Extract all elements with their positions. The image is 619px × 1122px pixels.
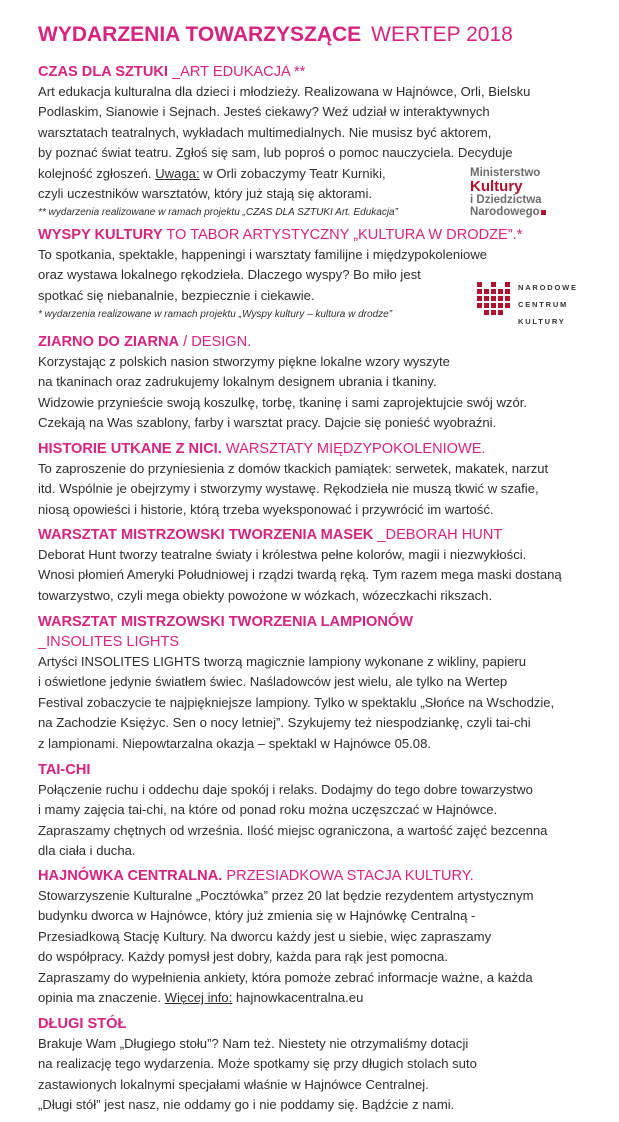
- section-title: [38, 525, 613, 545]
- section-title-bold: CZAS DLA SZTUKI: [38, 64, 173, 80]
- logo-text: Kultury: [470, 178, 523, 195]
- section-title-light: / DESIGN.: [179, 334, 252, 350]
- logo-text: Narodowego: [470, 206, 540, 218]
- section-footnote: ** wydarzenia realizowane w ramach projektu „CZAS DLA SZTUKI Art. Edukacja”: [38, 207, 398, 219]
- logo-text: KULTURY: [518, 317, 566, 326]
- section-title-bold: ZIARNO DO ZIARNA: [38, 334, 180, 350]
- section-hajnowka-centralna: [38, 866, 613, 1008]
- section-title: [38, 1014, 613, 1034]
- section-title-bold: HISTORIE UTKANE Z NICI.: [38, 441, 222, 457]
- section-title: [38, 866, 613, 886]
- section-title-light: WARSZTATY MIĘDZYPOKOLENIOWE.: [221, 441, 486, 457]
- section-historie-utkane: [38, 439, 613, 520]
- logo-text: CENTRUM: [518, 300, 569, 309]
- page-title: [38, 22, 513, 48]
- section-title-light: PRZESIADKOWA STACJA KULTURY.: [222, 868, 474, 884]
- section-warsztat-masek: [38, 525, 613, 606]
- section-body: Artyści INSOLITES LIGHTS tworzą magicznie lampiony wykonane z wikliny, papieru i oświetlone jedynie światłem świec. Naśladowców jest wielu, ale tylko na Wertep Festival zobaczycie te najpiękniejsze lampiony. Tylko w spektaklu „Słońce na Wschodzie, na Zachodzie Księżyc. Sen o nocy letniej”. Szykujemy też niespodziankę, czyli tai-chi z lampionami. Niepowtarzalna okazja – spektakl w Hajnówce 05.08.: [38, 654, 555, 751]
- section-body: To spotkania, spektakle, happeningi i warsztaty familijne i międzypokoleniowe oraz wystawa lokalnego rękodzieła. Dlaczego wyspy? Bo miło jest spotkać się niebanalnie, bezpiecznie i ciekawie.: [38, 247, 488, 303]
- section-title: [38, 62, 613, 82]
- section-title-bold: WARSZTAT MISTRZOWSKI TWORZENIA LAMPIONÓW: [38, 614, 414, 630]
- section-dlugi-stol: [38, 1014, 613, 1116]
- page-title-light: WERTEP 2018: [371, 23, 513, 46]
- logo-dot-icon: [541, 210, 546, 215]
- ministerstwo-kultury-logo: [470, 167, 590, 218]
- section-title-light: _INSOLITES LIGHTS: [38, 634, 180, 650]
- section-tai-chi: [38, 760, 613, 862]
- section-body: [38, 886, 613, 1008]
- more-info-label: Więcej info:: [164, 990, 233, 1006]
- section-title-bold: WYSPY KULTURY: [38, 227, 163, 243]
- section-footnote: * wydarzenia realizowane w ramach projektu „Wyspy kultury – kultura w drodze”: [38, 309, 393, 321]
- section-title: [38, 332, 613, 352]
- logo-text: Ministerstwo: [470, 167, 541, 179]
- website-link[interactable]: hajnowkacentralna.eu: [232, 990, 364, 1006]
- section-title-light: TO TABOR ARTYSTYCZNY „KULTURA W DRODZE”.*: [162, 227, 523, 243]
- section-title-light: _ART EDUKACJA **: [172, 64, 306, 80]
- section-title-bold: DŁUGI STÓŁ: [38, 1016, 127, 1032]
- nck-crown-icon: [474, 279, 514, 319]
- section-title-bold: HAJNÓWKA CENTRALNA.: [38, 868, 223, 884]
- page-title-bold: WYDARZENIA TOWARZYSZĄCE: [38, 23, 362, 46]
- section-subtitle: [38, 632, 613, 652]
- uwaga-label: Uwaga:: [155, 165, 200, 181]
- narodowe-centrum-kultury-logo: [474, 279, 594, 327]
- nck-logo-text: [518, 279, 578, 330]
- logo-text: i Dziedzictwa: [470, 194, 542, 206]
- section-ziarno-do-ziarna: [38, 332, 613, 434]
- section-title-bold: TAI-CHI: [38, 762, 91, 778]
- section-body-text: Stowarzyszenie Kulturalne „Pocztówka” przez 20 lat będzie rezydentem artystycznym budynku dworca w Hajnówce, który już zmienia się w Hajnówkę Centralną - Przesiadkową Stację Kultury. Na dworcu każdy jest u siebie, więc zapraszamy do współpracy. Każdy pomysł jest dobry, każda para rąk jest pomocna. Zapraszamy do wypełnienia ankiety, która pomoże zebrać informacje ważne, a każda opinia ma znaczenie.: [38, 888, 534, 1006]
- logo-text: NARODOWE: [518, 283, 578, 292]
- section-body: Korzystając z polskich nasion stworzymy piękne lokalne wzory wyszyte na tkaninach oraz zadrukujemy lokalnym designem ubrania i tkaniny. Widzowie przyniеście swoją koszulkę, torbę, tkaninę i sami zaprojektujcie swój wzór. Czekają na Was szablony, farby i warsztat pracy. Dajcie się ponieść wyobraźni.: [38, 354, 528, 431]
- section-title-bold: WARSZTAT MISTRZOWSKI TWORZENIA MASEK: [38, 527, 374, 543]
- section-warsztat-lampionow: [38, 612, 613, 754]
- section-body: Połączenie ruchu i oddechu daje spokój i relaks. Dodajmy do tego dobre towarzystwo i mamy zajęcia tai-chi, na które od ponad roku można uczęszczać w Hajnówce. Zapraszamy chętnych od września. Ilość miejsc ograniczona, a wartość zajęć bezcenna dla ciała i ducha.: [38, 782, 548, 859]
- section-body: Brakuje Wam „Długiego stołu”? Nam też. Niestety nie otrzymaliśmy dotacji na realizację tego wydarzenia. Może spotkamy się przy długich stolach suto zastawionych lokalnymi specjałami właśnie w Hajnówce Centralnej. „Długi stół” jest nasz, nie oddamy go i nie poddamy się. Bądźcie z nami.: [38, 1036, 477, 1113]
- section-body: To zaproszenie do przyniesienia z domów tkackich pamiątek: serwetek, makatek, narzut itd. Wspólnie je obejrzymy i stworzymy wystawę. Rękodzieła nie muszą tkwić w szafie, niosą opowieści i historie, którą trzeba wyeksponować i przywrócić im wartość.: [38, 461, 549, 517]
- section-title: [38, 612, 613, 632]
- section-body-text: Art edukacja kulturalna dla dzieci i młodzieży. Realizowana w Hajnówce, Orli, Bielsku Podlaskim, Sianowie i Sejnach. Jesteś ciekawy? Weź udział w interaktywnych warsztatach teatralnych, wykładach multimedialnych. Nie musisz być aktorem, by poznać świat teatru. Zgłoś się sam, lub poproś o pomoc nauczyciela. Decyduje kolejność zgłoszeń.: [38, 84, 531, 181]
- section-body-text: w Orli zobaczymy Teatr Kurniki, czyli uczestników warsztatów, który już stają się aktoramі.: [38, 165, 386, 202]
- section-title: [38, 225, 613, 245]
- section-title: [38, 439, 613, 459]
- section-title-light: _DEBORAH HUNT: [373, 527, 503, 543]
- section-title: [38, 760, 613, 780]
- section-body: Deborat Hunt tworzy teatralne światy i królestwa pełne kolorów, magii i niezwykłości. Wnosi płomień Ameryki Południowej i rządzi twardą ręką. Tym razem mega maski dostaną towarzystwo, czyli mega obiekty powożone w wózkach, wózeczkachi rikszach.: [38, 547, 562, 603]
